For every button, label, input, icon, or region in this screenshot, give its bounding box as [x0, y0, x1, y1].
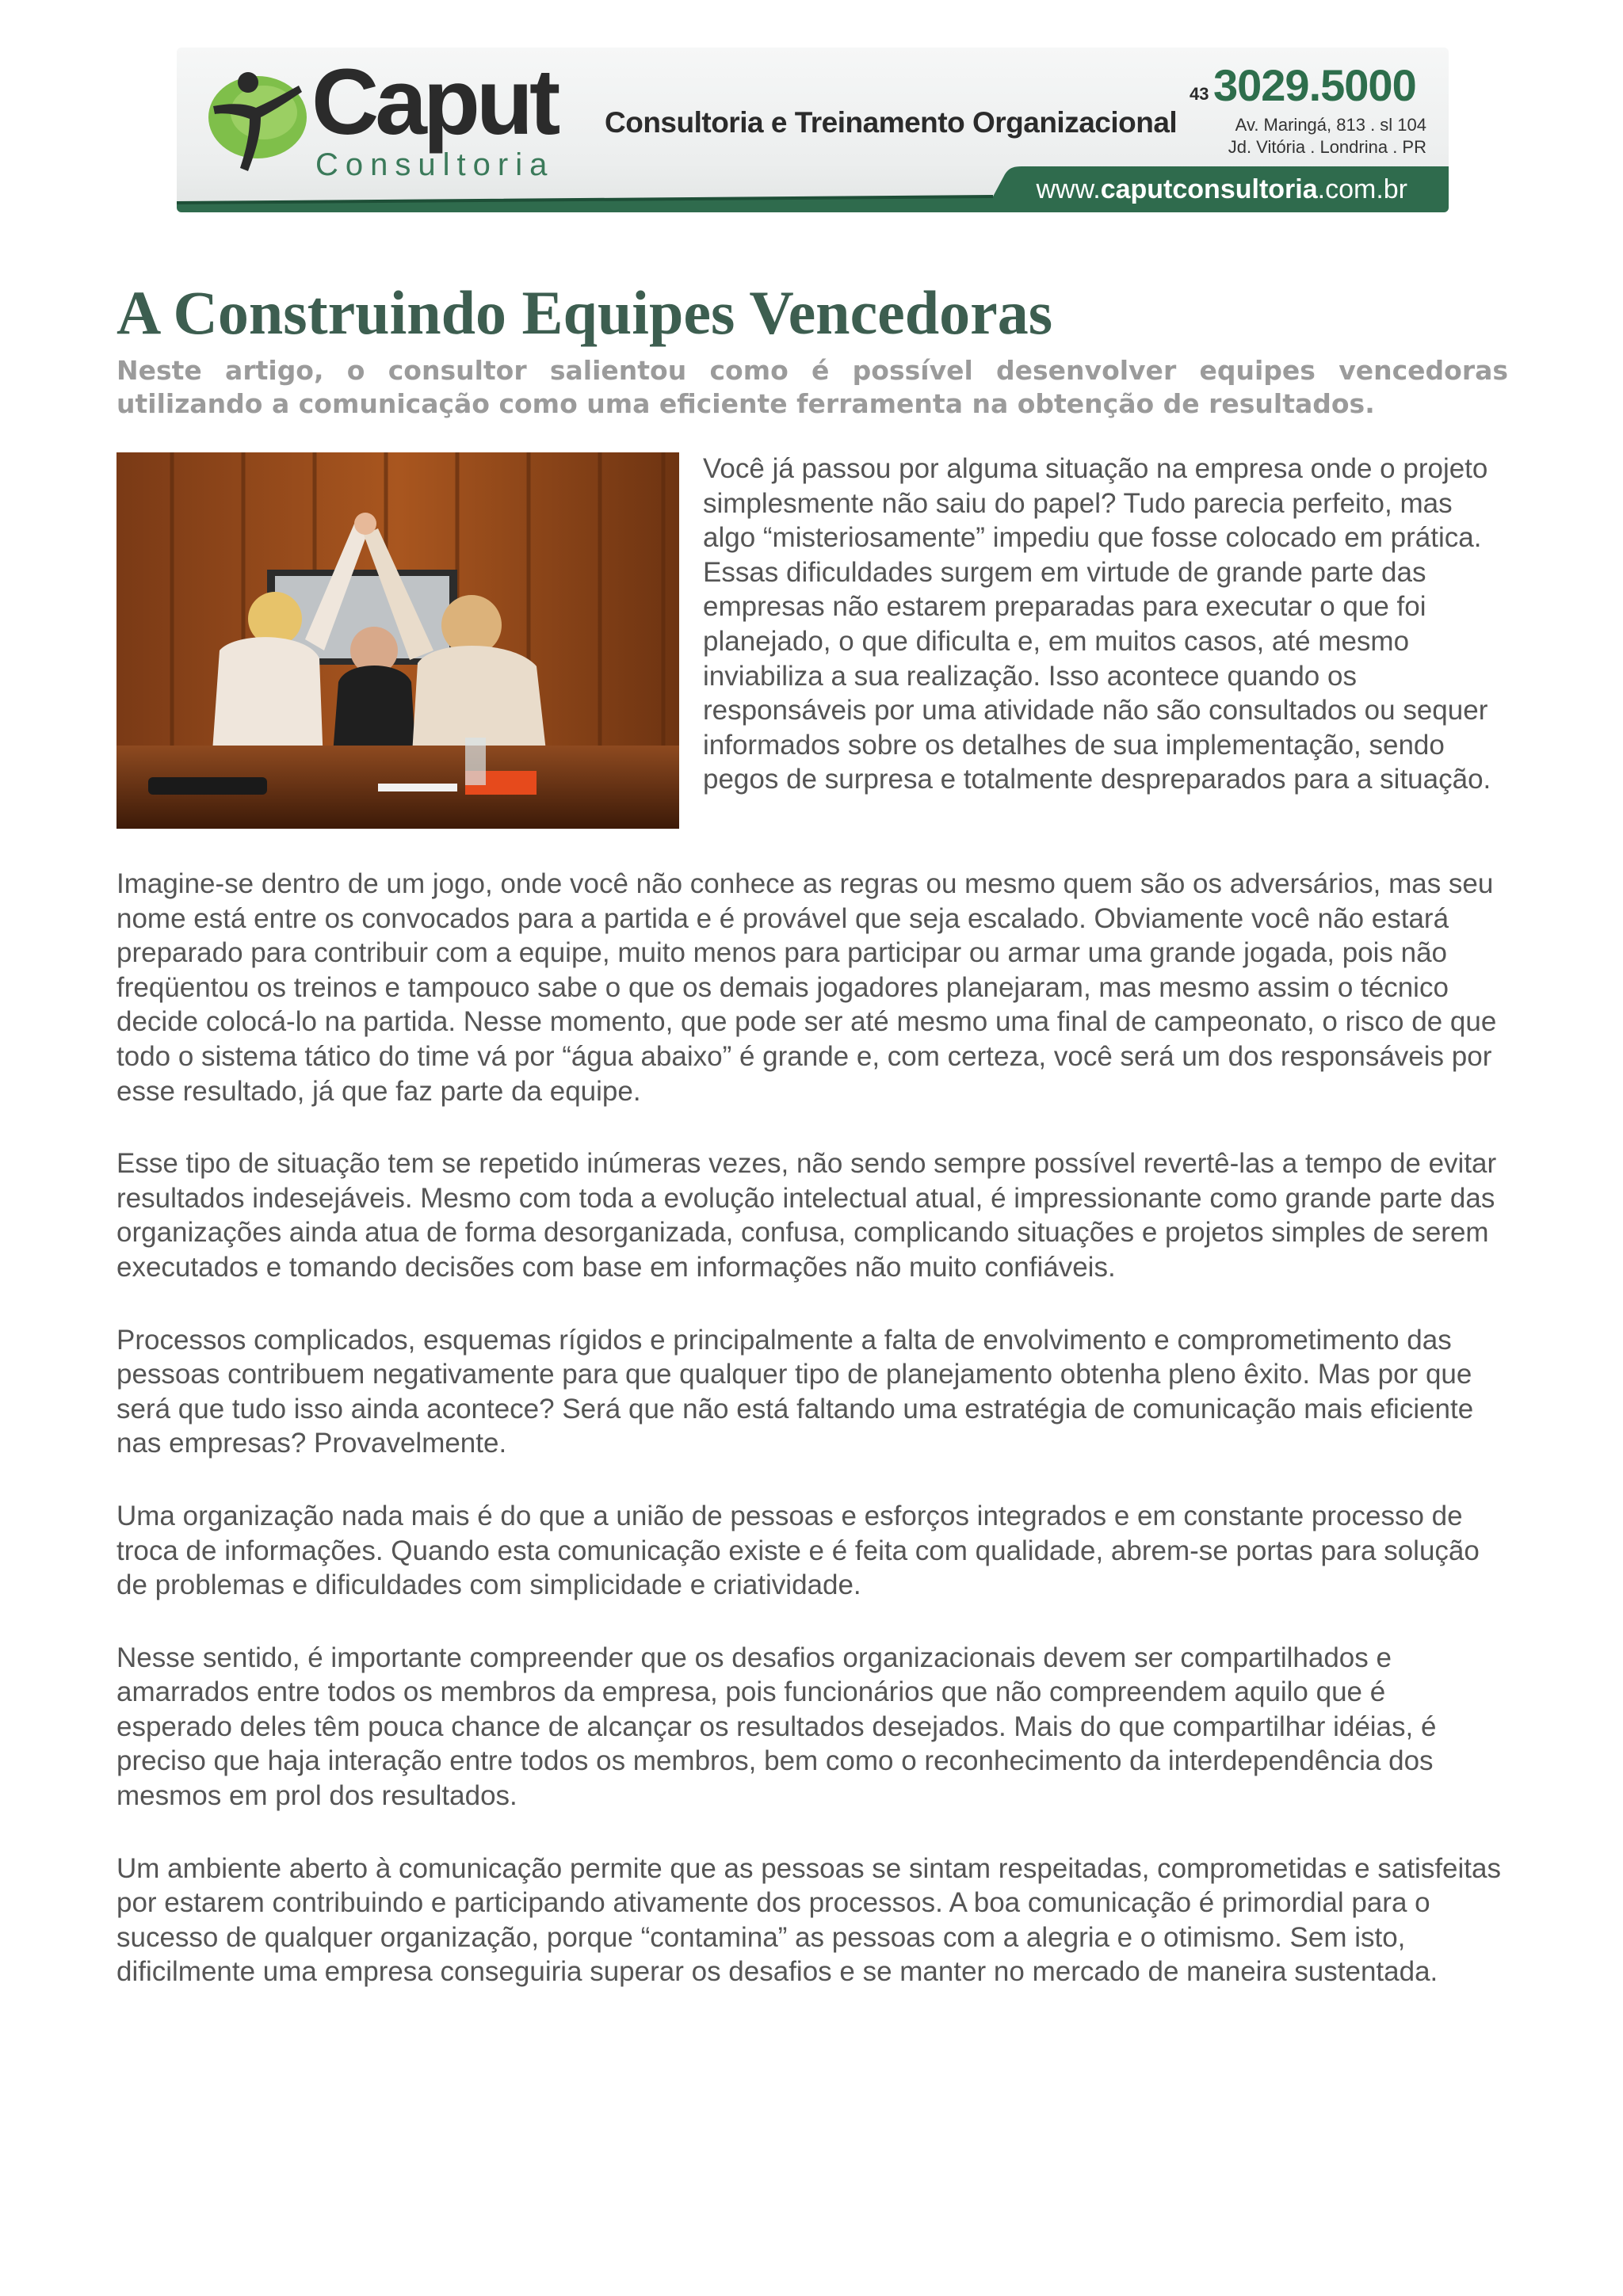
article-paragraph: Uma organização nada mais é do que a união de pessoas e esforços integrados e em constante processo de troca de informações. Quando esta comunicação existe e é feita com qualidade, abrem-se portas para solução de problemas e dificuldades com simplicidade e criatividade. — [116, 1500, 1480, 1601]
article-paragraph: Processos complicados, esquemas rígidos e principalmente a falta de envolvimento e comprometimento das pessoas contribuem negativamente para que qualquer tipo de planejamento obtenha pleno êxito. Mas por que será que tudo isso ainda acontece? Será que não está faltando uma estratégia de comunicação mais eficiente nas empresas? Provavelmente. — [116, 1324, 1474, 1459]
article-paragraph: Um ambiente aberto à comunicação permite que as pessoas se sintam respeitadas, comprometidas e satisfeitas por estarem contribuindo e participando ativamente dos processos. A boa comunicação é primordial para o sucesso de qualquer organização, porque “contamina” as pessoas com a alegria e o otimismo. Sem isto, dificilmente uma empresa conseguiria superar os desafios e se manter no mercado de maneira sustentada. — [116, 1852, 1501, 1988]
logo-subtitle: Consultoria — [315, 147, 555, 182]
logo-name: Caput — [311, 50, 557, 154]
address-line-1: Av. Maringá, 813 . sl 104 — [1235, 115, 1426, 135]
header-banner — [177, 48, 1449, 212]
website-link[interactable]: www.caputconsultoria.com.br — [1036, 174, 1407, 204]
company-tagline: Consultoria e Treinamento Organizacional — [605, 106, 1178, 139]
area-code: 43 — [1190, 84, 1209, 104]
phone-number: 3029.5000 — [1213, 60, 1416, 110]
article-paragraph: Esse tipo de situação tem se repetido inúmeras vezes, não sendo sempre possível revertê-las a tempo de evitar resultados indesejáveis. Mesmo com toda a evolução intelectual atual, é impressionante como grande parte das organizações ainda atua de forma desorganizada, confusa, complicando situações e projetos simples de serem executados e tomando decisões com base em informações não muito confiáveis. — [116, 1148, 1497, 1283]
article-title: A Construindo Equipes Vencedoras — [116, 278, 1053, 347]
article-body — [116, 867, 1508, 2027]
article-intro: Você já passou por alguma situação na empresa onde o projeto simplesmente não saiu do papel? Tudo parecia perfeito, mas algo “misteriosamente” impediu que fosse colocado em prática. Essas dificuldades surgem em virtude de grande parte das empresas não estarem preparadas para executar o que foi planejado, o que dificulta e, em muitos casos, até mesmo inviabiliza a sua realização. Isso acontece quando os responsáveis por uma atividade não são consultados ou sequer informados sobre os detalhes de sua implementação, sendo pegos de surpresa e totalmente despreparados para a situação. — [703, 453, 1491, 795]
logo-figure-icon — [205, 65, 310, 176]
article-paragraph: Imagine-se dentro de um jogo, onde você não conhece as regras ou mesmo quem são os adversários, mas seu nome está entre os convocados para a partida e é provável que seja escalado. Obviamente você não estará preparado para contribuir com a equipe, muito menos para participar ou armar uma grande jogada, pois não freqüentou os treinos e tampouco sabe o que os demais jogadores planejaram, mas mesmo assim o técnico decide colocá-lo na partida. Nesse momento, que pode ser até mesmo uma final de campeonato, o risco de que todo o sistema tático do time vá por “água abaixo” é grande e, com certeza, você será um dos responsáveis por esse resultado, já que faz parte da equipe. — [116, 868, 1497, 1107]
address-line-2: Jd. Vitória . Londrina . PR — [1228, 137, 1426, 157]
article-lead: Neste artigo, o consultor salientou como é possível desenvolver equipes vencedoras utilizando a comunicação como uma eficiente ferramenta na obtenção de resultados. — [116, 355, 1508, 419]
article-paragraph: Nesse sentido, é importante compreender que os desafios organizacionais devem ser compartilhados e amarrados entre todos os membros da empresa, pois funcionários que não compreendem aquilo que é esperado deles têm pouca chance de alcançar os resultados desejados. Mais do que compartilhar idéias, é preciso que haja interação entre todos os membros, bem como o reconhecimento da interdependência dos mesmos em prol dos resultados. — [116, 1642, 1437, 1812]
team-high-five-photo — [116, 452, 679, 829]
